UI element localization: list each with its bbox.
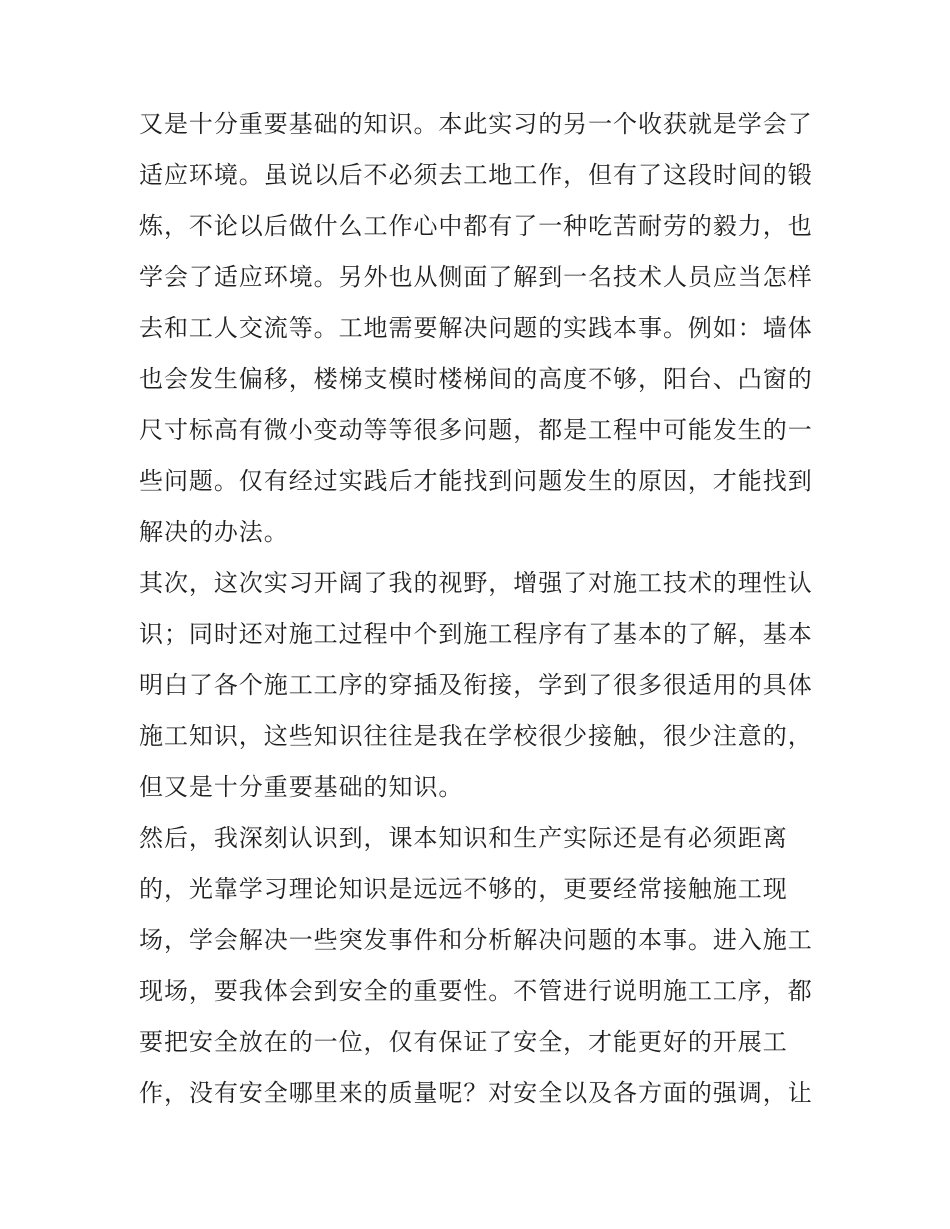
- text-line: 现场，要我体会到安全的重要性。不管进行说明施工工序，都: [139, 979, 813, 1005]
- paragraph-3: [139, 814, 815, 1120]
- text-line: 作，没有安全哪里来的质量呢？对安全以及各方面的强调，让: [139, 1081, 813, 1107]
- text-line: 炼，不论以后做什么工作心中都有了一种吃苦耐劳的毅力，也: [139, 214, 813, 240]
- text-line: 然后，我深刻认识到，课本知识和生产实际还是有必须距离: [139, 826, 788, 852]
- text-line: 去和工人交流等。工地需要解决问题的实践本事。例如：墙体: [139, 316, 813, 342]
- text-line: 解决的办法。: [139, 520, 289, 546]
- text-line: 明白了各个施工工序的穿插及衔接，学到了很多很适用的具体: [139, 673, 813, 699]
- text-line: 其次，这次实习开阔了我的视野，增强了对施工技术的理性认: [139, 571, 813, 597]
- text-line: 又是十分重要基础的知识。本此实习的另一个收获就是学会了: [139, 112, 813, 138]
- text-line: 识；同时还对施工过程中个到施工程序有了基本的了解，基本: [139, 622, 813, 648]
- text-line: 些问题。仅有经过实践后才能找到问题发生的原因，才能找到: [139, 469, 813, 495]
- paragraph-2: [139, 559, 815, 814]
- text-line: 要把安全放在的一位，仅有保证了安全，才能更好的开展工: [139, 1030, 788, 1056]
- text-line: 但又是十分重要基础的知识。: [139, 775, 464, 801]
- text-line: 学会了适应环境。另外也从侧面了解到一名技术人员应当怎样: [139, 265, 813, 291]
- text-line: 场，学会解决一些突发事件和分析解决问题的本事。进入施工: [139, 928, 813, 954]
- text-line: 尺寸标高有微小变动等等很多问题，都是工程中可能发生的一: [139, 418, 813, 444]
- document-text: [139, 100, 815, 1120]
- paragraph-1: [139, 100, 815, 559]
- text-line: 施工知识，这些知识往往是我在学校很少接触，很少注意的，: [139, 724, 813, 750]
- text-line: 也会发生偏移，楼梯支模时楼梯间的高度不够，阳台、凸窗的: [139, 367, 813, 393]
- text-line: 适应环境。虽说以后不必须去工地工作，但有了这段时间的锻: [139, 163, 813, 189]
- text-line: 的，光靠学习理论知识是远远不够的，更要经常接触施工现: [139, 877, 788, 903]
